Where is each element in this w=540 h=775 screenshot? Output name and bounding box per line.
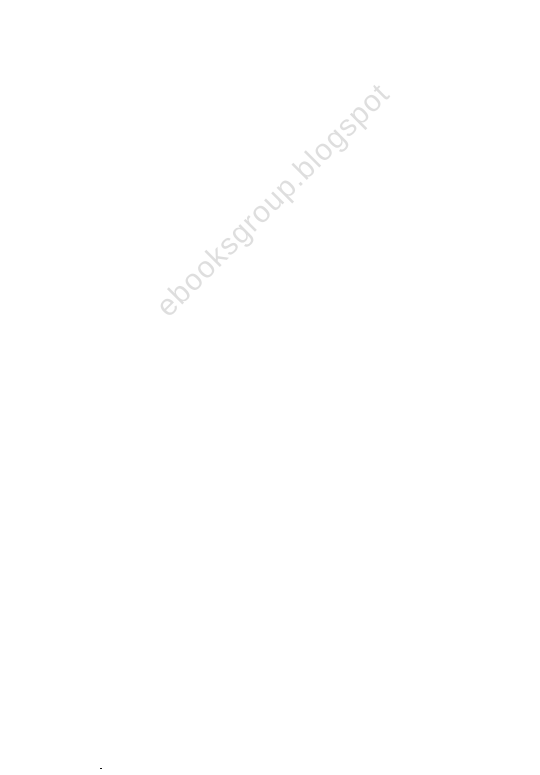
q7-equation	[100, 762, 102, 775]
watermark: ebooksgroup.blogspot	[150, 77, 397, 324]
q7-fraction-numerator	[100, 768, 102, 769]
q7-fraction	[100, 768, 102, 769]
